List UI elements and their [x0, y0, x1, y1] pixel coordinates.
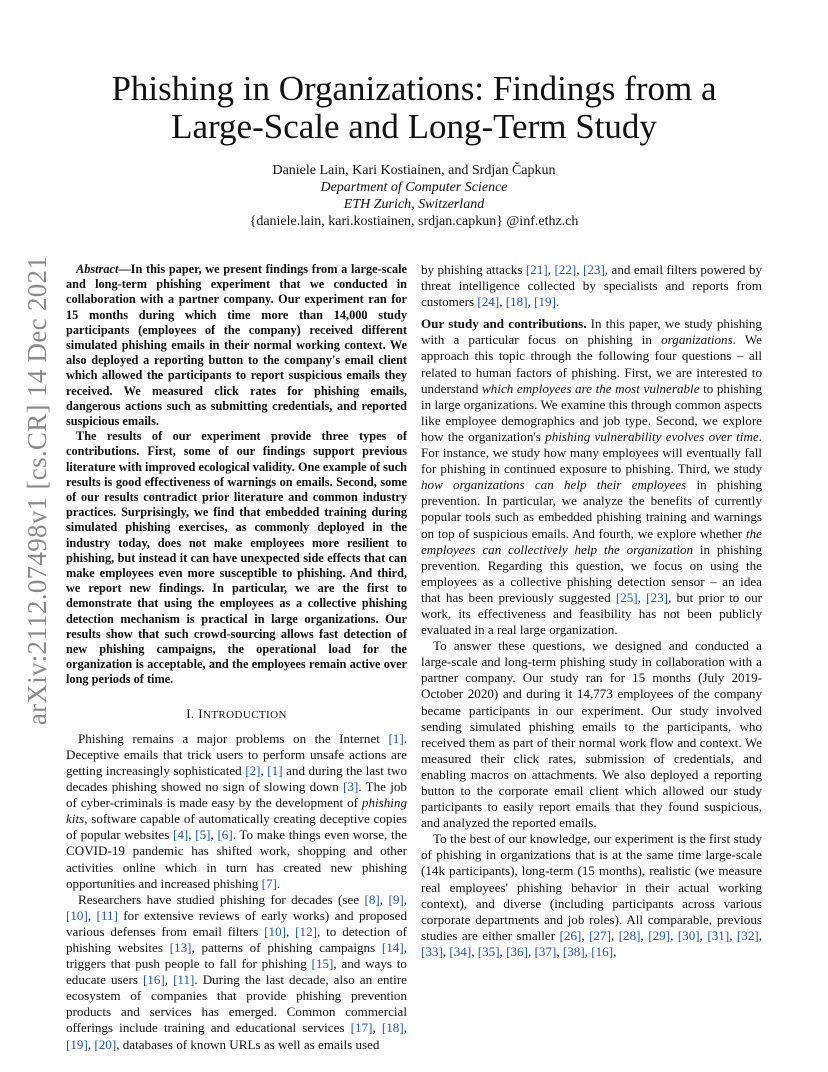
citation-link[interactable]: [5]	[195, 827, 211, 843]
section-number: I.	[186, 705, 195, 721]
author-emails: {daniele.lain, kari.kostiainen, srdjan.capkun} @inf.ethz.ch	[249, 214, 579, 229]
citation-link[interactable]: [32]	[736, 927, 759, 943]
body-text: ,	[403, 891, 408, 907]
body-text: , software capable of automatically creating deceptive copies of popular websites	[66, 811, 407, 843]
body-text: . For instance, we study how many employees will eventually fall for phishing in continued exposure to phishing. Third, we study	[421, 428, 762, 477]
contributions-runin: Our study and contributions.	[421, 316, 587, 332]
body-text: in phishing prevention. In particular, we analyze the benefits of currently popular tools such as embedded phishing training and warnings on top of suspicious emails. And fourth, we explore whether	[421, 477, 762, 541]
citation-link[interactable]: [29]	[648, 927, 671, 943]
title-line-1: Phishing in Organizations: Findings from a	[111, 69, 717, 108]
citation-link[interactable]: [3]	[343, 779, 359, 795]
body-text: , and ways to educate users	[66, 956, 407, 988]
author-block	[80, 162, 748, 230]
body-text: In this paper, we study phishing with a particular focus on phishing in	[421, 316, 762, 348]
citation-link[interactable]: [20]	[94, 1036, 117, 1052]
citation-link[interactable]: [6]	[217, 827, 233, 843]
author-department: Department of Computer Science	[320, 180, 508, 195]
citation-link[interactable]: [38]	[562, 943, 585, 959]
emphasis-text: the employees can collectively help the organization	[421, 525, 762, 557]
right-paragraph-0	[421, 262, 762, 310]
abstract-lead: Abstract	[76, 262, 119, 276]
emphasis-text: how organizations can help their employees	[421, 477, 687, 493]
citation-link[interactable]: [10]	[66, 907, 88, 923]
citation-link[interactable]: [26]	[559, 927, 582, 943]
contributions-text	[421, 316, 762, 637]
citation-link[interactable]: [23]	[646, 589, 668, 605]
citation-link[interactable]: [9]	[388, 891, 404, 907]
citation-link[interactable]: [25]	[615, 589, 638, 605]
author-names: Daniele Lain, Kari Kostiainen, and Srdjan Čapkun	[272, 163, 556, 178]
body-text: . We approach this topic through the following four questions – all related to human factors of phishing. First, we are interested to understand	[421, 332, 762, 396]
body-text: Researchers have studied phishing for decades (see	[78, 891, 365, 907]
body-text: ,	[640, 927, 649, 943]
novelty-paragraph	[421, 831, 762, 960]
author-institution: ETH Zurich, Switzerland	[343, 197, 485, 212]
body-text: to phishing in large organizations. We examine this through common aspects like employee demographics and job type. Second, we explore how the organization's	[421, 380, 762, 444]
citation-link[interactable]: [22]	[554, 262, 577, 277]
body-text: To the best of our knowledge, our experiment is the first study of phishing in organizations that is at the same time large-scale (14k participants), long-term (15 months), realistic (we measure real employees' phishing behavior in their actual working context), and diverse (including participants across various corporate departments and job roles). All comparable, previous studies are either smaller	[421, 831, 762, 943]
citation-link[interactable]: [16]	[142, 972, 165, 988]
body-text: ,	[87, 1036, 95, 1052]
section-name-initial: I	[198, 705, 203, 721]
paper-title	[80, 70, 748, 146]
body-text: ,	[613, 943, 617, 959]
body-text: , but prior to our work, its effectiveness and feasibility has not been publicly evaluated in a real large organization.	[421, 589, 762, 638]
study-paragraph: To answer these questions, we designed and conducted a large-scale and long-term phishing study in collaboration with a partner company. Our study ran for 15 months (July 2019-October 2020) and during it 14,773 employees of the company became participants in our experiment. Our study involved sending simulated phishing emails to the participants, who received them as part of their normal work flow and context. We measured their click rates, submission of credentials, and enabling macros on attachments. We also deployed a reporting button to the corporate email client which allowed our study participants to easily report emails that they found suspicious, and analyzed the reported emails.	[421, 638, 762, 831]
body-text: , and email filters powered by threat intelligence collected by specialists and reports from customers	[421, 262, 763, 310]
body-text: ,	[379, 891, 389, 907]
body-text: ,	[527, 294, 535, 310]
citation-link[interactable]: [18]	[505, 294, 528, 310]
body-text: ,	[637, 589, 647, 605]
body-text: for extensive reviews of early works) and proposed various defenses from email filters	[66, 907, 407, 939]
body-text: in phishing prevention. Regarding this question, we focus on using the employees as a collective phishing detection sensor – an idea that has been previously suggested	[421, 541, 762, 605]
citation-link[interactable]: [27]	[589, 927, 611, 943]
body-text: . The job of cyber-criminals is made easy by the development of	[66, 779, 407, 811]
citation-link[interactable]: [19]	[534, 294, 556, 310]
citation-link[interactable]: [24]	[477, 294, 500, 310]
citation-link[interactable]: [12]	[295, 923, 317, 939]
citation-link[interactable]: [14]	[381, 940, 404, 955]
citation-link[interactable]: [2]	[245, 762, 261, 778]
emphasis-text: which employees are the most vulnerable	[482, 380, 700, 396]
emphasis-text: phishing kits	[66, 795, 407, 827]
body-text: .	[555, 294, 560, 310]
title-line-2: Large-Scale and Long-Term Study	[171, 107, 657, 146]
body-text: ,	[285, 923, 296, 939]
citation-link[interactable]: [11]	[173, 972, 195, 988]
citation-link[interactable]: [31]	[707, 927, 730, 943]
citation-link[interactable]: [35]	[477, 943, 500, 959]
citation-link[interactable]: [1]	[267, 762, 283, 778]
citation-link[interactable]: [21]	[525, 262, 548, 277]
section-name-rest: NTRODUCTION	[202, 708, 287, 721]
citation-link[interactable]: [33]	[421, 943, 443, 959]
right-column	[421, 262, 762, 960]
citation-link[interactable]: [11]	[96, 907, 118, 923]
citation-link[interactable]: [37]	[534, 943, 557, 959]
body-text: ,	[729, 927, 737, 943]
section-heading-introduction	[66, 706, 407, 723]
body-text: ,	[403, 1020, 407, 1036]
abstract-paragraph-2: The results of our experiment provide three types of contributions. First, some of our findings support previous literature with improved ecological validity. One example of such results is good effectiveness of warnings on emails. Second, some of our results contradict prior literature and common industry practices. Surprisingly, we find that embedded training during simulated phishing exercises, as commonly deployed in the industry today, does not make employees more resilient to phishing, but instead it can have unexpected side effects that can make employees even more susceptible to phishing. And third, we report new findings. In particular, we are the first to demonstrate that using the employees as a collective phishing detection mechanism is practical in large organizations. Our results show that such crowd-sourcing allows fast detection of new phishing campaigns, the operational load for the organization is acceptable, and the employees remain active over long periods of time.	[66, 429, 407, 687]
left-column	[66, 262, 407, 1053]
body-text: ,	[188, 827, 196, 843]
body-text: ,	[556, 943, 563, 959]
citation-link[interactable]: [7]	[261, 875, 277, 891]
body-text: , to detection of phishing websites	[66, 923, 408, 955]
citation-link[interactable]: [23]	[582, 262, 605, 277]
citation-link[interactable]: [13]	[169, 940, 192, 955]
arxiv-identifier: arXiv:2112.07498v1 [cs.CR] 14 Dec 2021	[22, 255, 53, 725]
abstract-text-1: —In this paper, we present findings from a large-scale and long-term phishing experiment that we conducted in collaboration with a partner company. Our experiment ran for 15 months during which time more than 14,000 study participants (employees of the company) received different simulated phishing emails in their normal working context. We also deployed a reporting button to the company's email client which allowed the participants to report suspicious emails they received. We measured click rates for phishing emails, dangerous actions such as submitting credentials, and reported suspicious emails.	[66, 262, 407, 429]
body-text: . Deceptive emails that trick users to perform unsafe actions are getting increasingly sophisticated	[66, 730, 407, 778]
body-text: by phishing attacks	[421, 262, 526, 277]
body-text: ,	[527, 943, 535, 959]
abstract	[66, 262, 407, 688]
citation-link[interactable]: [28]	[618, 927, 641, 943]
body-text: ,	[499, 943, 507, 959]
body-text: ,	[372, 1020, 382, 1036]
body-text: ,	[576, 262, 583, 277]
body-text: .	[276, 875, 281, 891]
citation-link[interactable]: [4]	[173, 827, 189, 843]
body-text: ,	[581, 927, 590, 943]
citation-link[interactable]: [16]	[591, 943, 614, 959]
body-text: . To make things even worse, the COVID-19 pandemic has shifted work, shopping and other activities online which in turn has created new phishing opportunities and increased phishing	[66, 827, 407, 891]
body-text: ,	[547, 262, 555, 277]
citation-link[interactable]: [19]	[66, 1036, 88, 1052]
body-text: ,	[471, 943, 478, 959]
body-text: ,	[610, 927, 619, 943]
body-text: , patterns of phishing campaigns	[191, 940, 382, 955]
body-text: ,	[260, 762, 268, 778]
citation-link[interactable]: [1]	[388, 730, 404, 746]
body-text: , databases of known URLs as well as emails used	[116, 1036, 380, 1052]
citation-link[interactable]: [15]	[311, 956, 334, 972]
contributions-paragraph	[421, 316, 762, 638]
intro-paragraph-1	[66, 731, 407, 892]
citation-link[interactable]: [30]	[677, 927, 700, 943]
citation-link[interactable]: [36]	[506, 943, 528, 959]
body-text: ,	[499, 294, 506, 310]
emphasis-text: phishing vulnerability evolves over time	[545, 428, 759, 444]
body-text: . During the last decade, also an entire ecosystem of companies that provide phishing prevention products and services has emerged. Common commercial offerings include training and educational services	[66, 972, 407, 1036]
abstract-paragraph-1	[66, 262, 407, 429]
body-text: Phishing remains a major problems on the Internet	[78, 730, 389, 746]
body-text: ,	[699, 927, 708, 943]
body-text: ,	[670, 927, 678, 943]
citation-link[interactable]: [34]	[449, 943, 472, 959]
body-text: , triggers that push people to fall for phishing	[66, 940, 407, 972]
body-text: ,	[584, 943, 592, 959]
citation-link[interactable]: [18]	[381, 1020, 404, 1036]
citation-link[interactable]: [17]	[350, 1020, 373, 1036]
emphasis-text: organizations	[661, 332, 733, 348]
arxiv-sidebar	[8, 190, 68, 790]
body-text: ,	[442, 943, 450, 959]
body-text: ,	[87, 907, 97, 923]
citation-link[interactable]: [8]	[364, 891, 380, 907]
citation-link[interactable]: [10]	[264, 923, 286, 939]
body-text: ,	[758, 927, 763, 943]
body-text: and during the last two decades phishing showed no sign of slowing down	[66, 762, 408, 795]
intro-paragraph-2	[66, 892, 407, 1053]
body-text: ,	[164, 972, 174, 988]
body-text: ,	[210, 827, 218, 843]
